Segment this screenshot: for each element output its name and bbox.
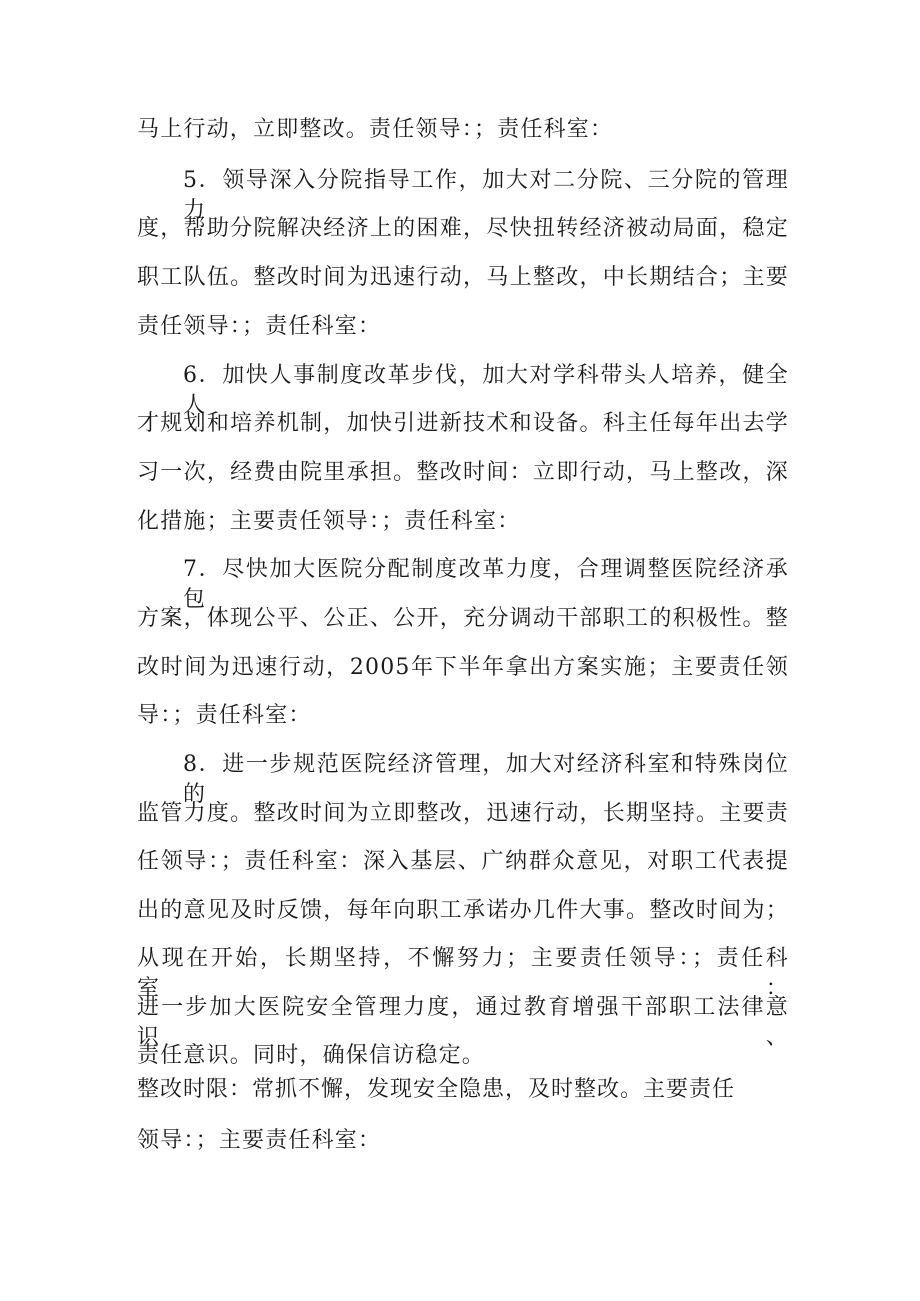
text-line: 导：；责任科室： xyxy=(137,703,312,728)
text-line: 马上行动，立即整改。责任领导：；责任科室： xyxy=(137,117,614,142)
text-line: 责任意识。同时，确保信访稳定。 xyxy=(137,1043,486,1068)
text-line: 监管力度。整改时间为立即整改，迅速行动，长期坚持。主要责 xyxy=(137,801,789,826)
text-line: 从现在开始，长期坚持，不懈努力；主要责任领导：；责任科室： xyxy=(137,946,789,1001)
text-line: 职工队伍。整改时间为迅速行动，马上整改，中长期结合；主要 xyxy=(137,265,789,290)
text-line: 8．进一步规范医院经济管理，加大对经济科室和特殊岗位的 xyxy=(183,752,789,807)
text-line: 度，帮助分院解决经济上的困难，尽快扭转经济被动局面，稳定 xyxy=(137,216,789,241)
text-line: 习一次，经费由院里承担。整改时间：立即行动，马上整改，深 xyxy=(137,460,789,485)
text-line: 化措施；主要责任领导：；责任科室： xyxy=(137,509,521,534)
text-line: 出的意见及时反馈，每年向职工承诺办几件大事。整改时间为； xyxy=(137,898,789,923)
text-line: 任领导：；责任科室：深入基层、广纳群众意见，对职工代表提 xyxy=(137,849,789,874)
text-line: 领导：；主要责任科室： xyxy=(137,1128,382,1153)
text-line: 方案，体现公平、公正、公开，充分调动干部职工的积极性。整 xyxy=(137,606,789,631)
text-line: 5．领导深入分院指导工作，加大对二分院、三分院的管理力 xyxy=(183,168,789,223)
text-line: 整改时限：常抓不懈，发现安全隐患，及时整改。主要责任 xyxy=(137,1077,736,1102)
text-line: 进一步加大医院安全管理力度，通过教育增强干部职工法律意识、 xyxy=(137,995,789,1050)
text-line: 7．尽快加大医院分配制度改革力度，合理调整医院经济承包 xyxy=(183,557,789,612)
text-line: 改时间为迅速行动，2005年下半年拿出方案实施；主要责任领 xyxy=(137,655,789,680)
text-line: 才规划和培养机制，加快引进新技术和设备。科主任每年出去学 xyxy=(137,411,789,436)
text-line: 6．加快人事制度改革步伐，加大对学科带头人培养，健全人 xyxy=(183,363,789,418)
text-line: 责任领导：；责任科室： xyxy=(137,314,382,339)
